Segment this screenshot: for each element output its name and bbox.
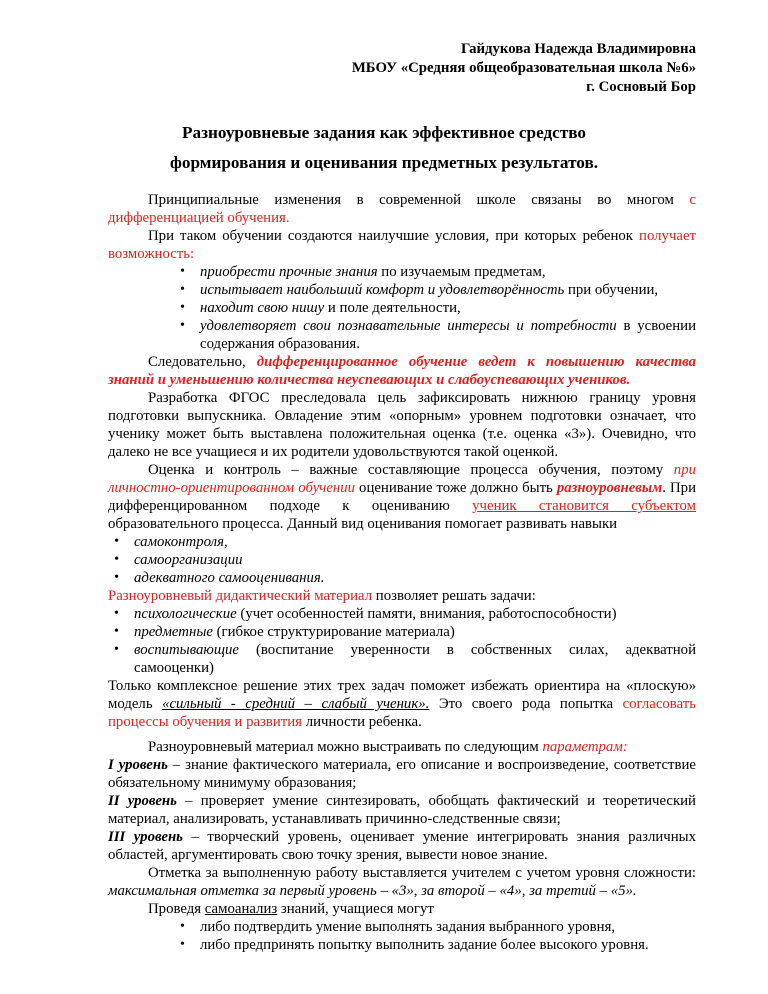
city-name: г. Сосновый Бор (586, 79, 696, 95)
school-name: МБОУ «Средняя общеобразовательная школа №6» (351, 60, 696, 76)
text: – проверяет умение синтезировать, обобщать фактический и теоретический материал, анализировать, устанавливать причинно-следственные связи; (108, 793, 696, 827)
text: по изучаемым предметам, (377, 264, 546, 280)
italic-text: испытывает наибольший комфорт и удовлетворённость (200, 282, 565, 298)
list-item (200, 281, 696, 299)
list-item (134, 641, 696, 677)
text: Оценка и контроль – важные составляющие процесса обучения, поэтому (148, 462, 674, 478)
text: Принципиальные изменения в современной школе связаны во многом (148, 192, 690, 208)
title-line-2: формирования и оценивания предметных результатов. (169, 153, 599, 172)
outcome-list (108, 918, 696, 954)
italic-text: максимальная отметка за первый уровень – «3», за второй – «4», за третий – «5». (108, 883, 637, 899)
highlight-text: получает возможность: (108, 228, 696, 262)
document-title (0, 118, 768, 178)
paragraph (108, 677, 696, 731)
paragraph (108, 738, 696, 756)
level-label: III уровень (108, 829, 183, 845)
highlight-text: при личностно-ориентированном обучении (108, 462, 696, 496)
level-label: I уровень (108, 757, 168, 773)
text: При таком обучении создаются наилучшие условия, при которых ребенок (148, 228, 640, 244)
text: (воспитание уверенности в собственных силах, адекватной самооценки) (134, 642, 696, 676)
highlight-text: параметрам: (542, 739, 628, 755)
level-2 (108, 792, 696, 828)
text: знаний, учащиеся могут (277, 901, 434, 917)
text: позволяет решать задачи: (372, 588, 536, 604)
section-levels (108, 738, 696, 954)
highlight-text: дифференцированное обучение ведет к повышению качества знаний и уменьшению количества неуспевающих и слабоуспевающих учеников. (108, 354, 696, 388)
underlined-text: самоанализ (204, 901, 278, 917)
text: (гибкое структурирование материала) (212, 624, 455, 640)
list-item (200, 263, 696, 281)
text: личности ребенка. (302, 714, 422, 730)
italic-text: «сильный - средний – слабый ученик». (162, 696, 430, 712)
text: Следовательно, (148, 354, 257, 370)
text: (учет особенностей памяти, внимания, работоспособности) (236, 606, 617, 622)
level-1 (108, 756, 696, 792)
list-item (134, 623, 696, 641)
section-fgos (108, 389, 696, 587)
highlight-text: согласовать процессы обучения и развития (108, 696, 696, 730)
text: при обучении, (564, 282, 659, 298)
author-header (352, 40, 696, 97)
italic-text: находит свою нишу (200, 300, 325, 316)
title-line-1: Разноуровневые задания как эффективное средство (181, 123, 587, 142)
list-item: • самоконтроля, (134, 533, 696, 551)
opportunity-list (108, 263, 696, 353)
tasks-list (108, 605, 696, 677)
italic-text: психологические (134, 606, 237, 622)
highlight-text: ученик становится субъектом (472, 498, 696, 514)
list-item (200, 317, 696, 353)
paragraph (108, 900, 696, 918)
paragraph (108, 191, 696, 227)
text: и поле деятельности, (324, 300, 461, 316)
paragraph (108, 353, 696, 389)
section-differentiation (108, 191, 696, 389)
paragraph (108, 587, 696, 605)
italic-text: приобрести прочные знания (200, 264, 378, 280)
section-material (108, 587, 696, 731)
level-3 (108, 828, 696, 864)
author-name: Гайдукова Надежда Владимировна (460, 41, 696, 57)
italic-text: предметные (134, 624, 213, 640)
text: – творческий уровень, оценивает умение интегрировать знания различных областей, аргументировать свою точку зрения, вывести новое знание. (108, 829, 696, 863)
text: Только комплексное решение этих трех задач поможет избежать ориентира на «плоскую» модель (108, 678, 696, 712)
highlight-text: разноуровневым (556, 480, 663, 496)
text: в усвоении содержания образования. (200, 318, 696, 352)
italic-text: удовлетворяет свои познавательные интересы и потребности (200, 318, 617, 334)
list-item: • либо предпринять попытку выполнить задание более высокого уровня. (200, 936, 696, 954)
paragraph (108, 227, 696, 263)
text: оценивание тоже должно быть (355, 480, 557, 496)
text: Разноуровневый материал можно выстраивать по следующим (148, 739, 543, 755)
list-item: • самоорганизации (134, 551, 696, 569)
list-item (134, 605, 696, 623)
paragraph (108, 461, 696, 533)
italic-text: воспитывающие (134, 642, 239, 658)
level-label: II уровень (108, 793, 177, 809)
text: Отметка за выполненную работу выставляется учителем с учетом уровня сложности: (148, 865, 696, 881)
paragraph (108, 864, 696, 900)
list-item: • либо подтвердить умение выполнять задания выбранного уровня, (200, 918, 696, 936)
text: образовательного процесса. Данный вид оценивания помогает развивать навыки (108, 516, 618, 532)
text: Это своего рода попытка (429, 696, 623, 712)
highlight-text: с дифференциацией обучения. (108, 192, 696, 226)
skills-list (108, 533, 696, 587)
paragraph: Разработка ФГОС преследовала цель зафиксировать нижнюю границу уровня подготовки выпускника. Овладение этим «опорным» уровнем подготовки означает, что ученику может быть выставлена положительная оценка (т.е. оценка «3»). Очевидно, что далеко не все учащиеся и их родители удовольствуются такой оценкой. (108, 390, 696, 460)
text: – знание фактического материала, его описание и воспроизведение, соответствие обязательному минимуму образования; (108, 757, 696, 791)
text: Проведя (148, 901, 205, 917)
list-item: • адекватного самооценивания. (134, 569, 696, 587)
text: . При дифференцированном подходе к оцениванию (108, 480, 696, 514)
highlight-text: Разноуровневый дидактический материал (108, 588, 373, 604)
list-item (200, 299, 696, 317)
